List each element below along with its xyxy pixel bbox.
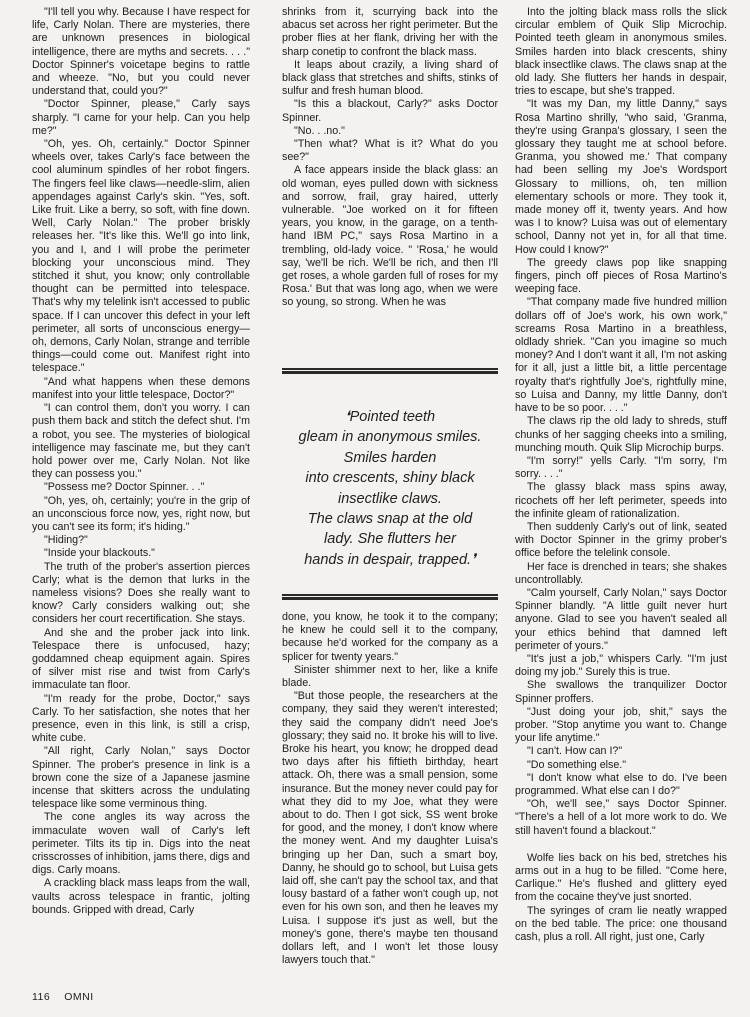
paragraph: "But those people, the researchers at the company, they said they weren't interested; they said the company didn't need Joe's glossary; they said no. It broke his will to live. Broke his heart, you know; he dropped dead two days after his fiftieth birthday, heart attack. Oh, there was a small pension, some insurance. But the money never could pay for what they did to my Joe, what they were about to do. Then I got sick, SS went broke for good, and the money, I don't know where the money went. And my daughter Luisa's bringing up her Dan, such a smart boy, Danny, he should go to school, but Luisa gets laid off, she can't pay the school tax, and that lousy bastard of a father won't cough up, not even for his own son, and then he leaves my Luisa. I suppose it's just as well, but the money's gone, there's maybe ten thousand dollars left, and I won't let those lousy lawyers touch that." [282, 690, 498, 967]
paragraph: The claws rip the old lady to shreds, stuff chunks of her sagging cheeks into a smiling, munching mouth. Quik Slip Microchip burps. [515, 415, 727, 454]
paragraph: "It's just a job," whispers Carly. "I'm just doing my job." Surely this is true. [515, 652, 727, 679]
open-quote-mark: ❛ [344, 409, 350, 425]
paragraph: The syringes of cram lie neatly wrapped on the bed table. The price: one thousand cash, plus a roll. All right, just one, Carly [515, 904, 727, 944]
paragraph: "Then what? What is it? What do you see?" [282, 138, 498, 164]
page-number: 116 [32, 991, 51, 1003]
paragraph: "Possess me? Doctor Spinner. . ." [44, 481, 205, 494]
pullquote-bottom-rule [282, 594, 498, 600]
paragraph: "I can't. How can I?" [527, 745, 623, 758]
paragraph: "Inside your blackouts." [44, 547, 155, 560]
paragraph: "I'm sorry!" yells Carly. "I'm sorry, I'm sorry. . . ." [515, 454, 727, 481]
paragraph: Her face is drenched in tears; she shakes uncontrollably. [515, 560, 727, 586]
pullquote-line: Smiles harden [343, 449, 437, 466]
pull-quote [282, 407, 498, 570]
pullquote-line: The claws snap at the old [307, 511, 473, 528]
pullquote-line: insectlike claws. [338, 490, 442, 507]
magazine-name: OMNI [64, 991, 94, 1003]
pullquote-line: into crescents, shiny black [305, 470, 475, 487]
paragraph: A crackling black mass leaps from the wall, vaults across telespace in frantic, jolting bounds. Gripped with dread, Carly [32, 877, 250, 916]
paragraph: "Do something else." [527, 758, 627, 771]
paragraph: She swallows the tranquilizer Doctor Spinner proffers. [515, 679, 727, 705]
text-column-1 [32, 6, 250, 917]
paragraph: And she and the prober jack into link. Telespace there is unfocused, hazy; goddamned cheap equipment again. Spires of silver mist rise and twist from Carly's immaculate tan floor. [32, 626, 250, 692]
close-quote-mark: ❜ [471, 551, 476, 568]
paragraph: "It was my Dan, my little Danny," says Rosa Martino shrilly, "who said, 'Granma, they're using Granpa's glossary, I seen the glossary they taught me at school before. Granma, you showed me.' That company had been selling my Joe's Wordsport Glossary to millions, oh, ten million elementary schools or more. They took it, made money off it, twenty years. And how was I to know? Luisa was out of elementary school, Danny not yet in, for all that time. How could I know?" [515, 98, 727, 256]
paragraph: "Oh, yes, oh, certainly; you're in the grip of an unconscious force now, yes, right now, but you can't see its form; it's hiding." [32, 494, 250, 533]
text-column-2-top [282, 6, 498, 310]
paragraph: "Calm yourself, Carly Nolan," says Doctor Spinner blandly. "A little guilt never hurt anyone. Glad to see you haven't sealed all your ethics behind that damned left perimeter of yours." [515, 586, 727, 652]
paragraph: A face appears inside the black glass: an old woman, eyes pulled down with sickness and sorrow, frail, gray haired, utterly vulnerable. "Joe worked on it for fifteen years, you know, in the garage, on a tenth-hand IBM PC," says Rosa Martino in a trembling, old-lady voice. " 'Rosa,' he would say, 'we'll be rich. We'll be rich, and then I'll get roses, a whole garden full of roses for my Rosa.' But that was long ago, when we were so young, so strong. When he was [282, 164, 498, 309]
paragraph: "I can control them, don't you worry. I can push them back and stitch the defect shut. I'm a robot, you see. The mysteries of biological intelligence may fascinate me, but they can't hold power over me, Carly Nolan. Not like they can possess you." [32, 402, 250, 481]
paragraph: "And what happens when these demons manifest into your little telespace, Doctor?" [32, 375, 250, 401]
paragraph: shrinks from it, scurrying back into the abacus set across her right perimeter. But the prober flies at her flank, driving her with the sharp conetip to confront the black mass. [282, 6, 498, 58]
paragraph: The cone angles its way across the immaculate woven wall of Carly's left perimeter. Tilts its tip in. Digs into the neat crisscrosses of inhibition, jams there, digs and digs. Carly moans. [32, 811, 251, 877]
paragraph: "I'll tell you why. Because I have respect for life, Carly Nolan. There are mysteries, there are unknown presences in biological intelligence, there are myths and secrets. . . ." Doctor Spinner's voicetape begins to rattle and wheeze. "No, but you could never understand that, could you?" [32, 6, 250, 98]
paragraph: Then suddenly Carly's out of link, seated with Doctor Spinner in the grimy prober's office before the telelink console. [515, 520, 727, 560]
text-column-3 [515, 6, 727, 944]
paragraph: "Oh, we'll see," says Doctor Spinner. "There's a hell of a lot more work to do. We still haven't found a blackout." [515, 798, 727, 837]
paragraph: The greedy claws pop like snapping fingers, pinch off pieces of Rosa Martino's weeping face. [515, 256, 727, 296]
paragraph: done, you know, he took it to the company; he knew he could sell it to the company, because he'd worked for the company as a splicer for twenty years." [282, 611, 498, 663]
paragraph: "Is this a blackout, Carly?" asks Doctor Spinner. [282, 98, 498, 124]
paragraph: "Doctor Spinner, please," Carly says sharply. "I came for your help. Can you help me?" [32, 98, 250, 137]
paragraph: "Hiding?" [44, 534, 88, 547]
paragraph: "I'm ready for the probe, Doctor," says Carly. To her satisfaction, she notes that her presence, even in this link, is still a crisp, white cube. [32, 692, 250, 745]
paragraph: Into the jolting black mass rolls the slick circular emblem of Quik Slip Microchip. Pointed teeth gleam in anonymous smiles. Smiles harden into black crescents, shiny black insectlike claws. The claws snap at the old lady. She flutters her hands in despair, tries to escape, but she's trapped. [515, 6, 727, 98]
paragraph: "That company made five hundred million dollars off of Joe's work, his own work," screams Rosa Martino in a breathless, oldlady shriek. "Can you imagine so much money? And I don't want it all, I'm not asking for it all, just a little bit, a little percentage royalty that's rightfully Joe's, rightfully mine, so Luisa and Danny, my little Danny, don't have to be so poor. . . ." [515, 296, 727, 415]
paragraph: "I don't know what else to do. I've been programmed. What else can I do?" [515, 771, 727, 797]
paragraph: "Oh, yes. Oh, certainly." Doctor Spinner wheels over, takes Carly's face between the cool aluminum spindles of her robot fingers. The fingers feel like claws—needle-slim, alien appendages against Carly's skin. "Yes, soft. Like fruit. Like a berry, so soft, with fine down. Well, Carly Nolan." The prober briskly releases her. "It's like this. We'll go into link, you and I, and I will probe the perimeter blocking your unconscious mind. They stitched it shut, you know; only controllable thought can be permitted into telespace. That's why my telelink isn't accessed to public space. If I can uncover this defect in your left perimeter, all sorts of unconscious energy—oh, demons, Carly Nolan, strange and terrible things—could come out. Manifest right into telespace." [32, 138, 250, 375]
paragraph: It leaps about crazily, a living shard of black glass that stretches and shifts, stinks of sulfur and fresh human blood. [282, 58, 498, 98]
pullquote-line: lady. She flutters her [324, 531, 456, 548]
paragraph: The glassy black mass spins away, ricochets off her left perimeter, speeds into the infinite gleam of rationalization. [515, 481, 727, 520]
paragraph: "All right, Carly Nolan," says Doctor Spinner. The prober's presence in link is a brown cone the size of a Japanese jasmine incense that skitters across the undulating telespace like some verminous thing. [32, 745, 250, 811]
pullquote-line: gleam in anonymous smiles. [298, 429, 482, 446]
pullquote-line: hands in despair, trapped.❜ [304, 551, 476, 568]
paragraph: "Just doing your job, shit," says the prober. "Stop anytime you want to. Change your life anytime." [515, 705, 727, 745]
paragraph: Wolfe lies back on his bed, stretches his arms out in a hug to be filled. "Come here, Carlique." He's flushed and glittery eyed from the cocaine they've just snorted. [515, 851, 727, 904]
page-folio [32, 991, 108, 1003]
pullquote-line: ❛Pointed teeth [344, 409, 436, 425]
paragraph: Sinister shimmer next to her, like a knife blade. [282, 663, 498, 690]
paragraph: The truth of the prober's assertion pierces Carly; what is the demon that lurks in the nameless visions? Does she really want to know? Carly considers walking out; she considers her court recertification. She stays. [32, 560, 250, 626]
text-column-2-bottom [282, 611, 498, 967]
paragraph: "No. . .no." [294, 124, 345, 137]
pullquote-top-rule [282, 368, 498, 374]
